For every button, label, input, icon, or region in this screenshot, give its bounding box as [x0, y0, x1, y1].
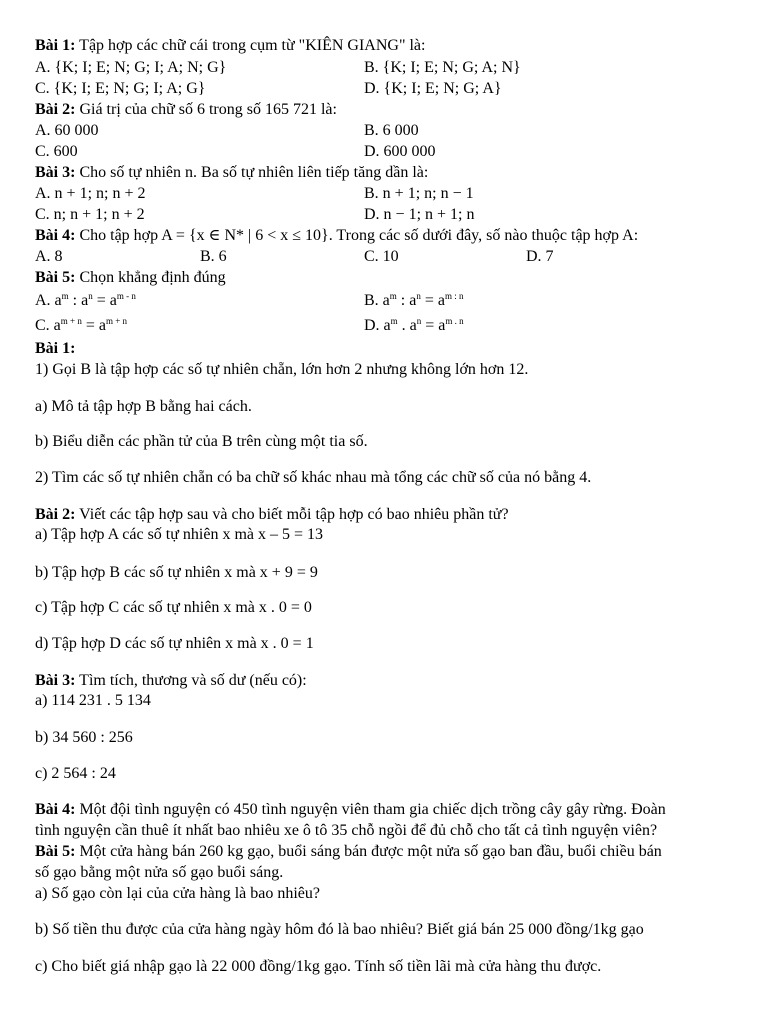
mc5-b-exp2: n — [416, 291, 421, 301]
mc4-option-d: D. 7 — [526, 248, 554, 265]
mc5-b-mid: : a — [396, 292, 417, 309]
ex1-part1: 1) Gọi B là tập hợp các số tự nhiên chẵn, lớn hơn 2 nhưng không lớn hơn 12. — [35, 361, 529, 378]
mc4-option-c: C. 10 — [364, 248, 399, 265]
mc5-option-b — [364, 291, 463, 311]
mc1-option-c: C. {K; I; E; N; G; I; A; G} — [35, 80, 206, 97]
mc3-option-d: D. n − 1; n + 1; n — [364, 206, 475, 223]
ex3-b: b) 34 560 : 256 — [35, 729, 133, 746]
mc5-d-exp2: n — [416, 316, 422, 326]
mc5-a-exp2: n — [88, 291, 93, 301]
ex3-c: c) 2 564 : 24 — [35, 765, 116, 782]
mc5-a-exp3: m - n — [116, 291, 136, 301]
ex2-c: c) Tập hợp C các số tự nhiên x mà x . 0 = 0 — [35, 599, 312, 616]
ex4-line1 — [35, 800, 666, 820]
mc5-d-exp1: m — [390, 316, 398, 326]
mc4-label: Bài 4: — [35, 227, 76, 244]
mc5-d-mid: . a — [397, 317, 417, 334]
ex1-part2: 2) Tìm các số tự nhiên chẵn có ba chữ số khác nhau mà tổng các chữ số của nó bằng 4. — [35, 469, 592, 486]
mc5-b-exp3: m : n — [444, 291, 464, 301]
ex5-a: a) Số gạo còn lại của cửa hàng là bao nhiêu? — [35, 885, 320, 902]
ex2-d: d) Tập hợp D các số tự nhiên x mà x . 0 = 1 — [35, 635, 314, 652]
mc1-label: Bài 1: — [35, 37, 76, 54]
mc3-option-c: C. n; n + 1; n + 2 — [35, 206, 145, 223]
mc2-label: Bài 2: — [35, 101, 76, 118]
ex1-part1-a: a) Mô tả tập hợp B bằng hai cách. — [35, 398, 252, 415]
mc5-question — [35, 268, 226, 288]
ex2-a: a) Tập hợp A các số tự nhiên x mà x – 5 = 13 — [35, 526, 324, 543]
mc5-option-c — [35, 316, 127, 336]
ex3-text: Tìm tích, thương và số dư (nếu có): — [75, 672, 307, 689]
mc3-option-b: B. n + 1; n; n − 1 — [364, 185, 474, 202]
ex1-part1-b: b) Biểu diễn các phần tử của B trên cùng một tia số. — [35, 433, 368, 450]
mc5-b-eq: = a — [420, 292, 445, 309]
mc4-option-b: B. 6 — [200, 248, 227, 265]
mc5-b-exp1: m — [389, 291, 397, 301]
ex2-question — [35, 505, 509, 525]
mc5-d-eq: = a — [421, 317, 446, 334]
ex5-b: b) Số tiền thu được của cửa hàng ngày hôm đó là bao nhiêu? Biết giá bán 25 000 đồng/1kg gạo — [35, 921, 644, 938]
ex2-text: Viết các tập hợp sau và cho biết mỗi tập hợp có bao nhiêu phần tử? — [75, 506, 509, 523]
mc5-b-base: B. a — [364, 292, 390, 309]
mc5-c-exp2: m + n — [105, 316, 128, 326]
ex4-text: Một đội tình nguyện có 450 tình nguyện viên tham gia chiếc dịch trồng cây gây rừng. Đoàn — [75, 801, 666, 818]
ex5-label: Bài 5: — [35, 843, 76, 860]
mc1-option-d: D. {K; I; E; N; G; A} — [364, 80, 502, 97]
mc4-option-a: A. 8 — [35, 248, 63, 265]
ex2-label: Bài 2: — [35, 506, 76, 523]
ex4-label: Bài 4: — [35, 801, 76, 818]
mc2-question — [35, 100, 337, 120]
ex3-a: a) 114 231 . 5 134 — [35, 692, 151, 709]
mc3-label: Bài 3: — [35, 164, 76, 181]
mc5-d-base: D. a — [364, 317, 391, 334]
mc5-c-eq: = a — [81, 317, 106, 334]
mc2-option-b: B. 6 000 — [364, 122, 419, 139]
mc5-option-d — [364, 316, 464, 336]
mc1-question — [35, 36, 425, 56]
ex5-text: Một cửa hàng bán 260 kg gạo, buổi sáng bán được một nửa số gạo ban đầu, buổi chiều bán — [75, 843, 662, 860]
mc1-text: Tập hợp các chữ cái trong cụm từ "KIÊN GIANG" là: — [75, 37, 426, 54]
mc4-text: Cho tập hợp A = {x ∈ N* | 6 < x ≤ 10}. Trong các số dưới đây, số nào thuộc tập hợp A: — [75, 227, 639, 244]
ex3-label: Bài 3: — [35, 672, 76, 689]
mc2-text: Giá trị của chữ số 6 trong số 165 721 là: — [75, 101, 337, 118]
mc3-option-a: A. n + 1; n; n + 2 — [35, 185, 146, 202]
ex1-heading — [35, 339, 75, 359]
mc1-option-a: A. {K; I; E; N; G; I; A; N; G} — [35, 59, 227, 76]
mc1-option-b: B. {K; I; E; N; G; A; N} — [364, 59, 521, 76]
ex1-label: Bài 1: — [35, 340, 76, 357]
mc2-option-c: C. 600 — [35, 143, 78, 160]
mc2-option-a: A. 60 000 — [35, 122, 99, 139]
mc3-text: Cho số tự nhiên n. Ba số tự nhiên liên tiếp tăng dần là: — [75, 164, 429, 181]
mc5-d-exp3: m . n — [445, 316, 464, 326]
ex5-line1 — [35, 842, 662, 862]
mc5-a-exp1: m — [61, 291, 69, 301]
mc4-question — [35, 226, 638, 246]
mc5-option-a — [35, 291, 136, 311]
mc2-option-d: D. 600 000 — [364, 143, 436, 160]
mc5-c-base: C. a — [35, 317, 61, 334]
mc5-c-exp1: m + n — [60, 316, 82, 326]
mc5-a-base: A. a — [35, 292, 62, 309]
ex3-question — [35, 671, 307, 691]
mc5-a-mid: : a — [68, 292, 89, 309]
mc3-question — [35, 163, 428, 183]
ex5-line2: số gạo bằng một nửa số gạo buổi sáng. — [35, 864, 284, 881]
mc5-a-eq: = a — [92, 292, 117, 309]
mc5-label: Bài 5: — [35, 269, 76, 286]
mc5-text: Chọn khẳng định đúng — [75, 269, 226, 286]
ex2-b: b) Tập hợp B các số tự nhiên x mà x + 9 = 9 — [35, 564, 318, 581]
ex4-line2: tình nguyện cần thuê ít nhất bao nhiêu xe ô tô 35 chỗ ngồi để đủ chỗ cho tất cả tình nguyện viên? — [35, 822, 658, 839]
ex5-c: c) Cho biết giá nhập gạo là 22 000 đồng/1kg gạo. Tính số tiền lãi mà cửa hàng thu được. — [35, 958, 602, 975]
